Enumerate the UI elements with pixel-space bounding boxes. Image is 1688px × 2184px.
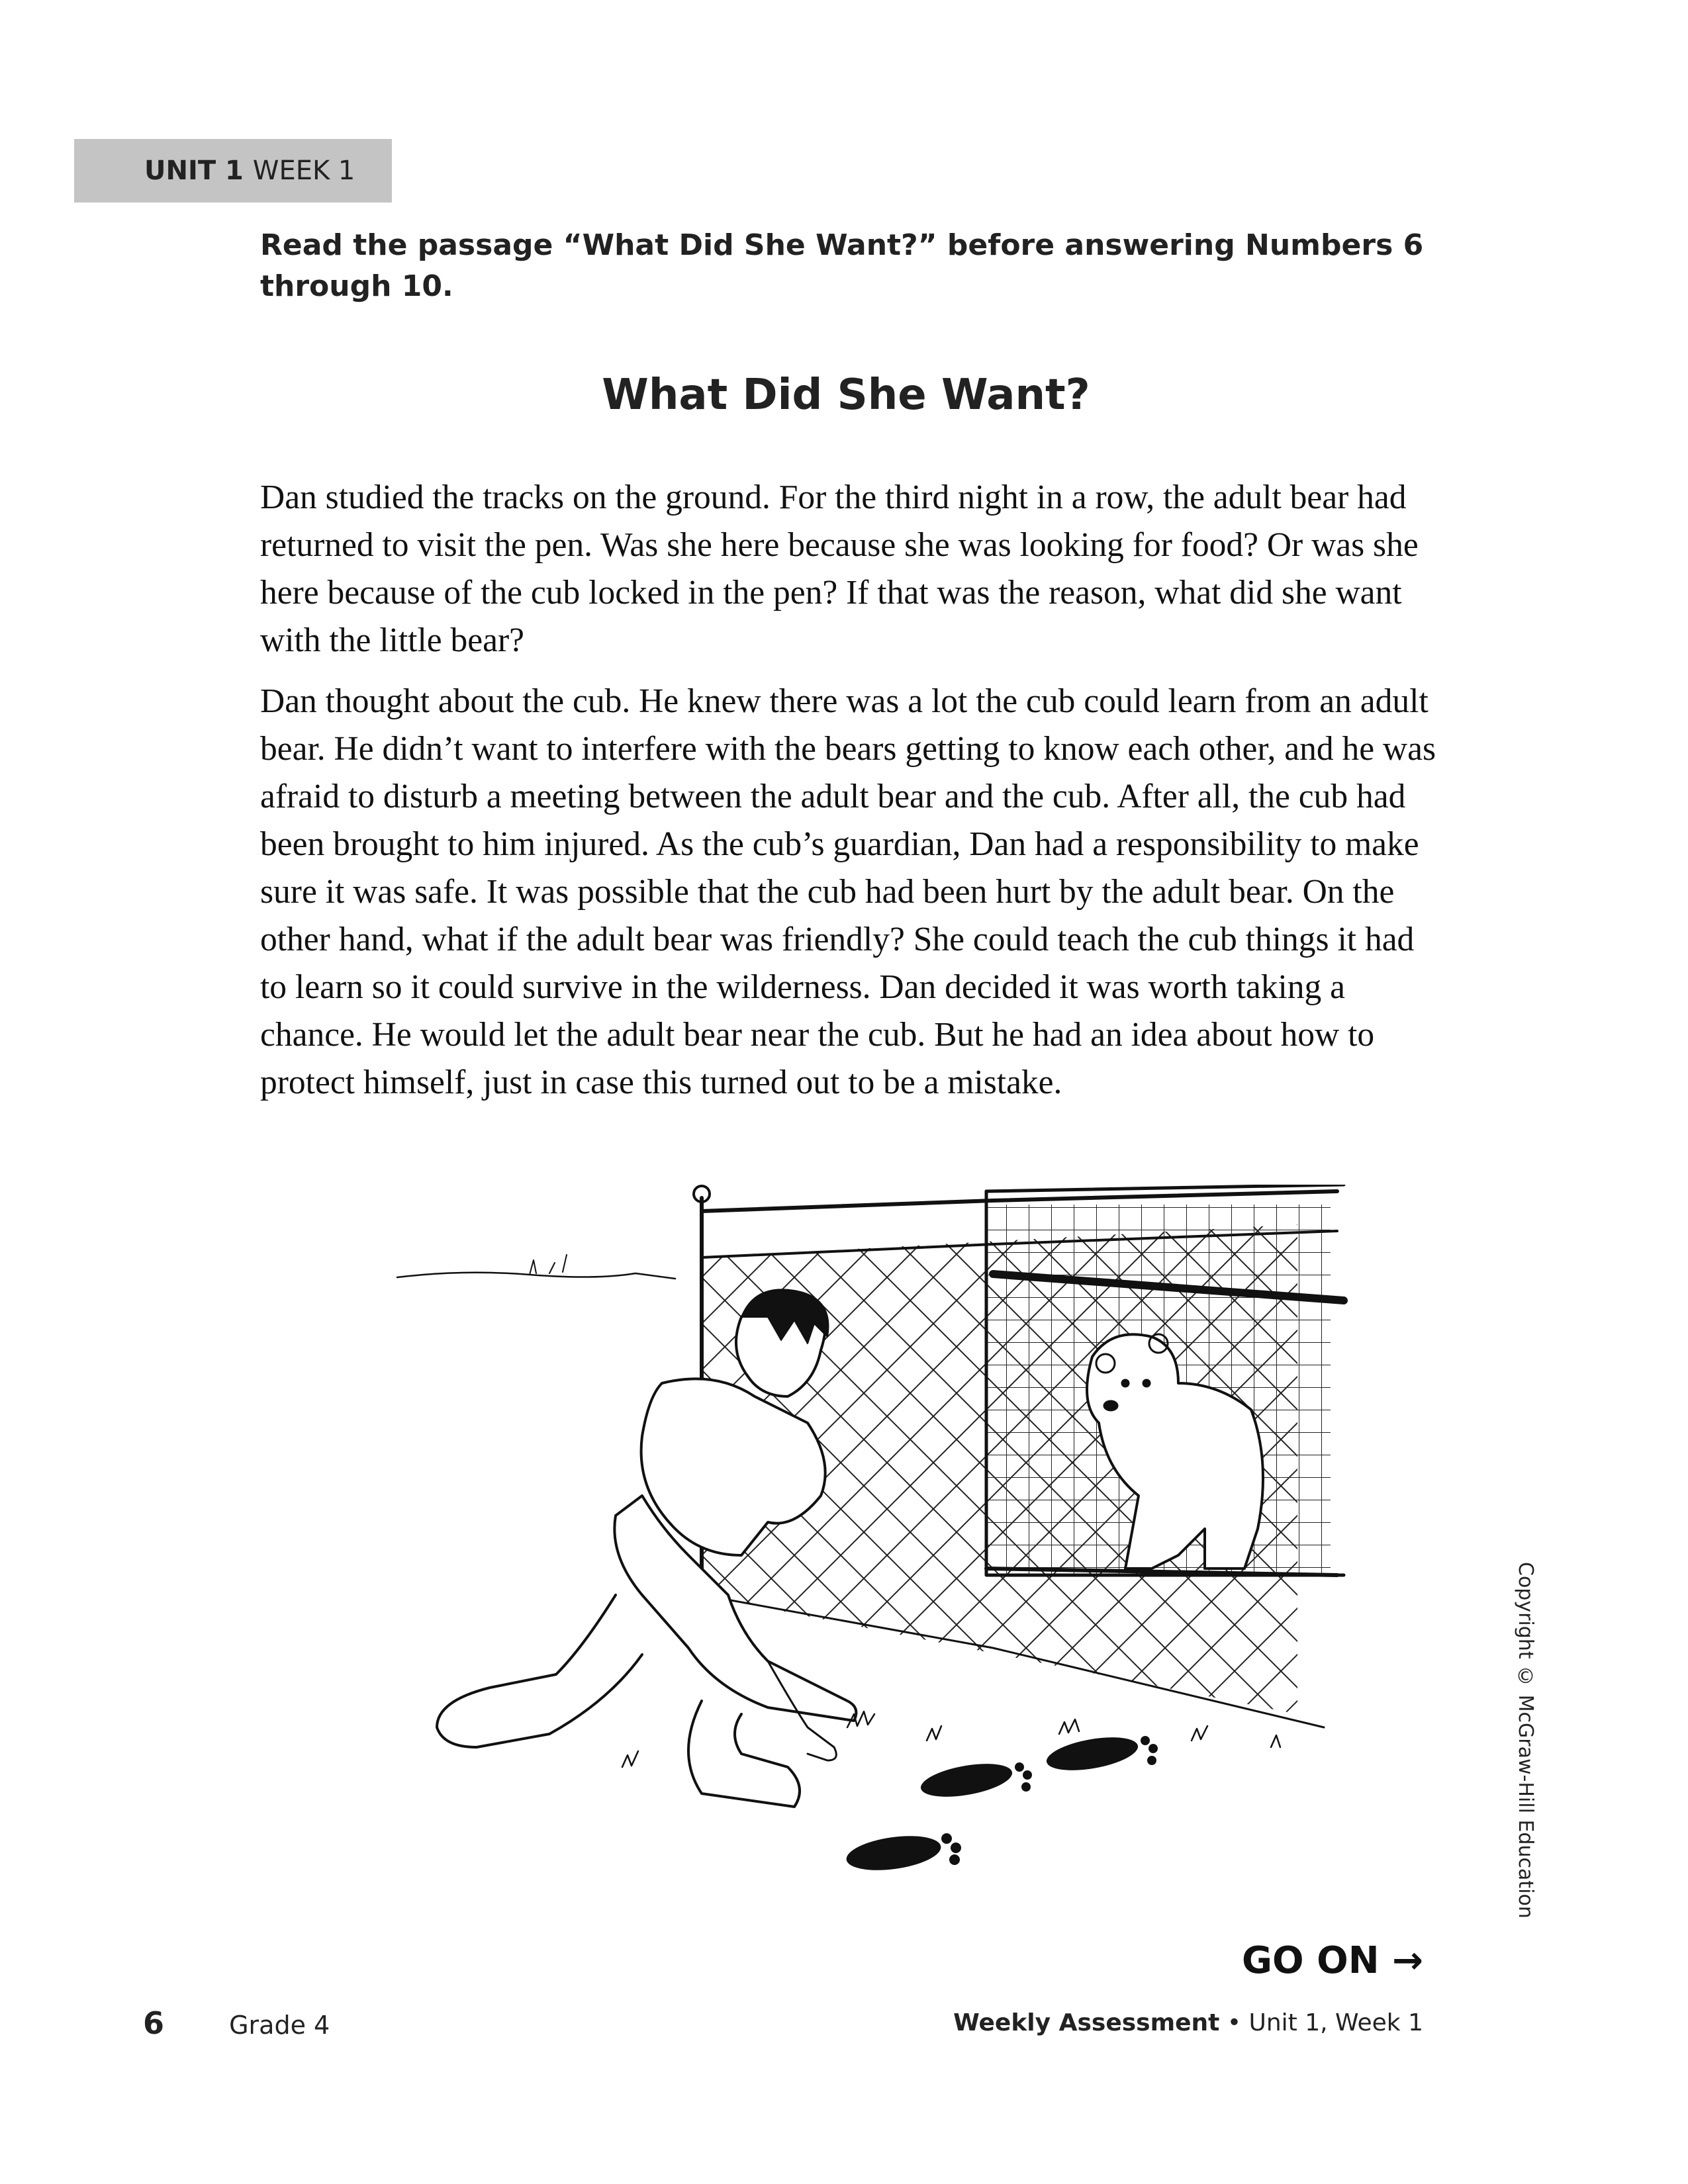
copyright-notice: Copyright © McGraw-Hill Education bbox=[1514, 1562, 1537, 1919]
unit-week-tab bbox=[74, 139, 392, 203]
assessment-label: Weekly Assessment bbox=[953, 2009, 1220, 2036]
unit-week-label: • Unit 1, Week 1 bbox=[1227, 2009, 1423, 2036]
grade-label: Grade 4 bbox=[229, 2011, 330, 2040]
passage-paragraph: Dan studied the tracks on the ground. For the third night in a row, the adult bear had returned to visit the pen. Was she here because she was looking for food? Or was she here because of the cub locked in the pen? If that was the reason, what did she want with the little bear? bbox=[260, 478, 1419, 659]
page-number: 6 bbox=[143, 2005, 165, 2041]
passage-body bbox=[260, 474, 1445, 1120]
go-on-indicator: GO ON → bbox=[1242, 1939, 1423, 1982]
boy-and-bear-cub-illustration bbox=[331, 1185, 1350, 1899]
unit-label: UNIT 1 bbox=[144, 156, 244, 186]
footer-right bbox=[861, 2009, 1423, 2036]
footer-left bbox=[143, 2005, 330, 2041]
week-label: WEEK 1 bbox=[252, 156, 355, 186]
instructions: Read the passage “What Did She Want?” before answering Numbers 6 through 10. bbox=[260, 228, 1424, 303]
passage-paragraph: Dan thought about the cub. He knew there was a lot the cub could learn from an adult bear. He didn’t want to interfere with the bears getting to know each other, and he was afraid to disturb a meeting between the adult bear and the cub. After all, the cub had been brought to him injured. As the cub’s guardian, Dan had a responsibility to make sure it was safe. It was possible that the cub had been hurt by the adult bear. On the other hand, what if the adult bear was friendly? She could teach the cub things it had to learn so it could survive in the wilderness. Dan decided it was worth taking a chance. He would let the adult bear near the cub. But he had an idea about how to protect himself, just in case this turned out to be a mistake. bbox=[260, 682, 1436, 1101]
passage-title: What Did She Want? bbox=[602, 371, 1090, 420]
